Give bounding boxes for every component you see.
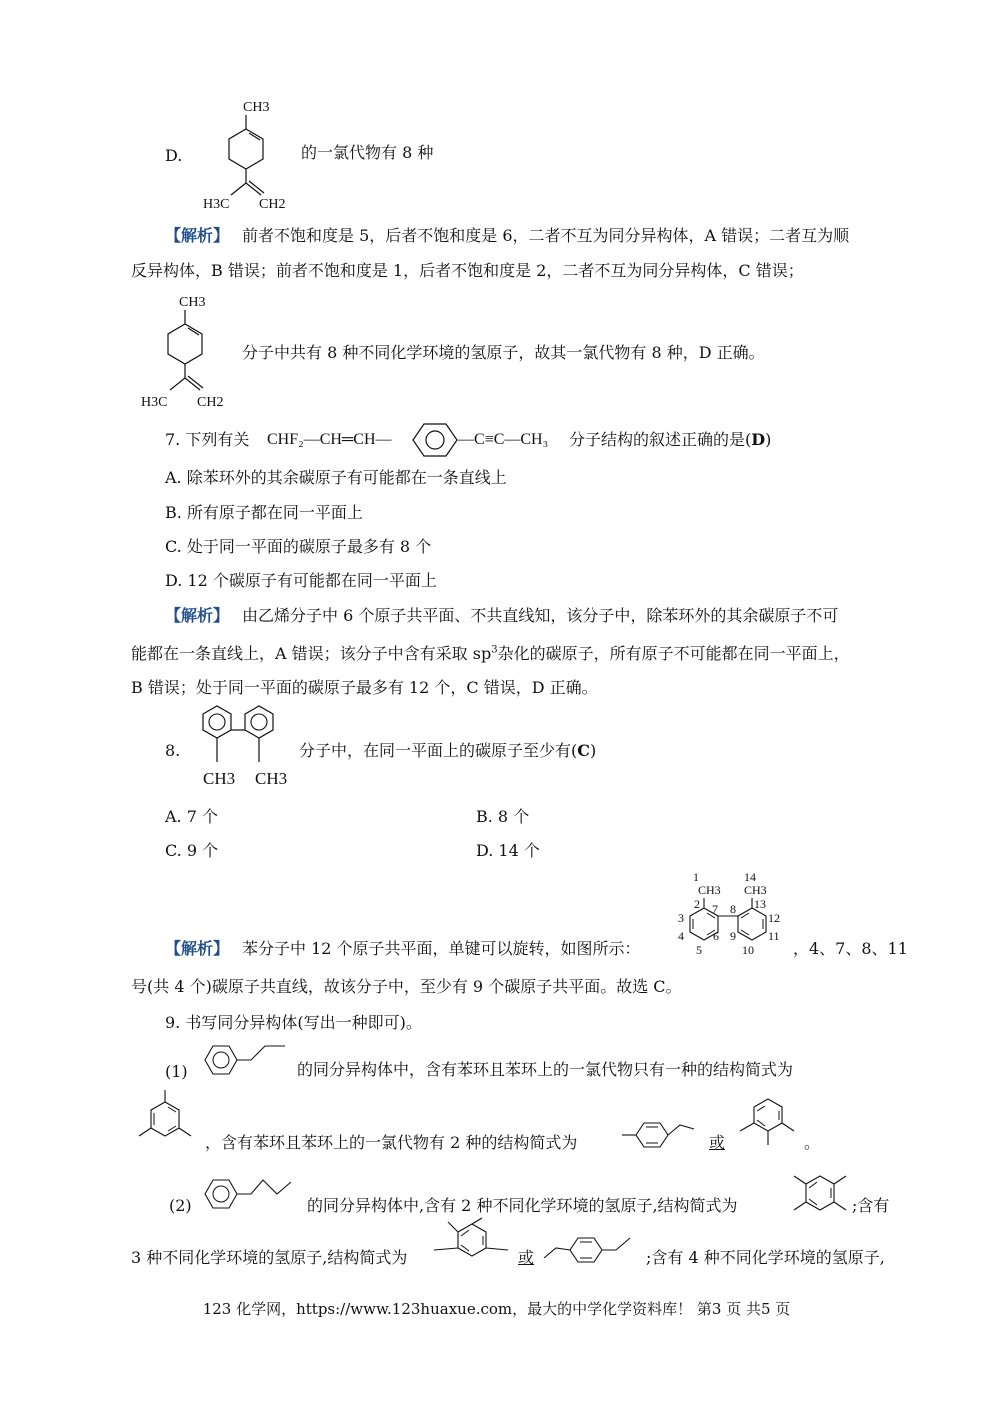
- q7-stem-prefix: 7. 下列有关: [165, 430, 250, 449]
- svg-text:8: 8: [730, 902, 736, 916]
- svg-text:CH3: CH3: [744, 883, 767, 897]
- ch3-label: CH3: [255, 769, 288, 788]
- q9-p1-end: 。: [804, 1133, 821, 1152]
- analysis-tag: 【解析】: [165, 226, 230, 245]
- analysis-text: 能都在一条直线上，A 错误；该分子中含有采取 $sp^3$杂化的碳原子，所有原子不可能都在同一平面上，: [131, 644, 850, 663]
- limonene-structure-1: [195, 95, 305, 215]
- svg-text:11: 11: [768, 929, 780, 943]
- q9-title: 9. 书写同分异构体(写出一种即可)。: [165, 1013, 422, 1032]
- svg-text:12: 12: [768, 911, 780, 925]
- svg-text:1: 1: [693, 870, 699, 884]
- q7-stem-suffix: 分子结构的叙述正确的是(D): [569, 430, 772, 449]
- butylbenzene-structure: [203, 1172, 303, 1216]
- analysis-text: 分子中共有 8 种不同化学环境的氢原子，故其一氯代物有 8 种，D 正确。: [242, 343, 765, 362]
- option-d-text: 的一氯代物有 8 种: [301, 143, 434, 162]
- analysis-text: 前者不饱和度是 5，后者不饱和度是 6，二者不互为同分异构体，A 错误；二者互为顺: [242, 226, 850, 245]
- benzene-ring-q7: [412, 420, 458, 460]
- analysis-tag: 【解析】: [165, 606, 230, 625]
- q9-p2-label: (2): [169, 1196, 192, 1215]
- ch3-label: CH3: [179, 295, 206, 310]
- svg-text:2: 2: [694, 897, 700, 911]
- svg-text:13: 13: [754, 897, 766, 911]
- svg-text:14: 14: [744, 870, 756, 884]
- q7-option-a: A. 除苯环外的其余碳原子有可能都在一条直线上: [165, 468, 507, 487]
- svg-text:6: 6: [713, 929, 719, 943]
- trimethylbenzene-structure: [732, 1095, 802, 1155]
- svg-text:10: 10: [742, 943, 754, 957]
- q9-p2-text2-end: ;含有 4 种不同化学环境的氢原子,: [646, 1248, 885, 1267]
- diethylbenzene-structure: [540, 1230, 644, 1270]
- limonene-structure-2: [135, 290, 245, 410]
- ch2-label: CH2: [197, 395, 224, 410]
- q9-p2-text1-end: ;含有: [852, 1196, 890, 1215]
- q7-formula-right: —C≡C—CH₃: [458, 431, 549, 448]
- q7-option-b: B. 所有原子都在同一平面上: [165, 503, 363, 522]
- h3c-label: H3C: [203, 197, 230, 212]
- tetramethylbenzene-structure: [782, 1162, 854, 1238]
- analysis-text: B 错误；处于同一平面的碳原子最多有 12 个，C 错误，D 正确。: [131, 678, 598, 697]
- mesitylene-structure: [137, 1088, 207, 1158]
- q8-number: 8.: [165, 741, 181, 760]
- q8-answer: C: [577, 741, 590, 760]
- q7-option-c: C. 处于同一平面的碳原子最多有 8 个: [165, 537, 432, 556]
- analysis-tag: 【解析】: [165, 939, 230, 958]
- q9-p1-text1: 的同分异构体中，含有苯环且苯环上的一氯代物只有一种的结构简式为: [297, 1060, 794, 1079]
- q9-p2-or: 或: [518, 1248, 535, 1267]
- q9-p2-text1: 的同分异构体中,含有 2 种不同化学环境的氢原子,结构简式为: [307, 1196, 738, 1215]
- q8-option-a: A. 7 个: [165, 807, 218, 826]
- ch3-label: CH3: [243, 100, 270, 115]
- svg-text:5: 5: [696, 943, 702, 957]
- analysis-text: 反异构体，B 错误；前者不饱和度是 1，后者不饱和度是 2，二者不互为同分异构体，C 错误；: [131, 261, 804, 280]
- h3c-label: H3C: [141, 395, 168, 410]
- propylbenzene-structure-1: [203, 1040, 293, 1084]
- svg-text:9: 9: [730, 929, 736, 943]
- q7-option-d: D. 12 个碳原子有可能都在同一平面上: [165, 571, 437, 590]
- svg-text:3: 3: [678, 911, 684, 925]
- ch3-label: CH3: [203, 769, 236, 788]
- q8-option-d: D. 14 个: [476, 841, 540, 860]
- option-d-label: D.: [165, 146, 183, 165]
- page-footer: 123 化学网，https://www.123huaxue.com，最大的中学化学资料库！ 第3 页 共5 页: [202, 1300, 791, 1318]
- trimethylbenzene-structure-2: [430, 1218, 514, 1274]
- analysis-text: 号(共 4 个)碳原子共直线，故该分子中，至少有 9 个碳原子共平面。故选 C。: [131, 977, 682, 996]
- q9-p1-text2: ，含有苯环且苯环上的一氯代物有 2 种的结构简式为: [205, 1133, 578, 1152]
- analysis-text: ，4、7、8、11: [793, 939, 908, 958]
- q8-option-c: C. 9 个: [165, 841, 219, 860]
- q8-stem: 分子中，在同一平面上的碳原子至少有(C): [299, 741, 597, 760]
- numbered-biphenyl-structure: [668, 866, 792, 966]
- q9-p2-text2: 3 种不同化学环境的氢原子,结构简式为: [131, 1248, 408, 1267]
- q9-p1-or: 或: [709, 1133, 726, 1152]
- dimethylbiphenyl-structure: [183, 704, 303, 794]
- q9-p1-label: (1): [165, 1062, 188, 1081]
- analysis-text: 由乙烯分子中 6 个原子共平面、不共直线知，该分子中，除苯环外的其余碳原子不可: [242, 606, 839, 625]
- analysis-text: 苯分子中 12 个原子共平面，单键可以旋转，如图所示：: [242, 939, 641, 958]
- svg-text:7: 7: [712, 902, 718, 916]
- ch2-label: CH2: [259, 197, 286, 212]
- svg-text:4: 4: [678, 929, 684, 943]
- q7-answer: D: [751, 430, 766, 449]
- q7-formula-left: CHF₂—CH═CH—: [267, 431, 392, 448]
- q8-option-b: B. 8 个: [476, 807, 530, 826]
- svg-text:CH3: CH3: [698, 883, 721, 897]
- ethylmethylbenzene-structure: [620, 1115, 700, 1155]
